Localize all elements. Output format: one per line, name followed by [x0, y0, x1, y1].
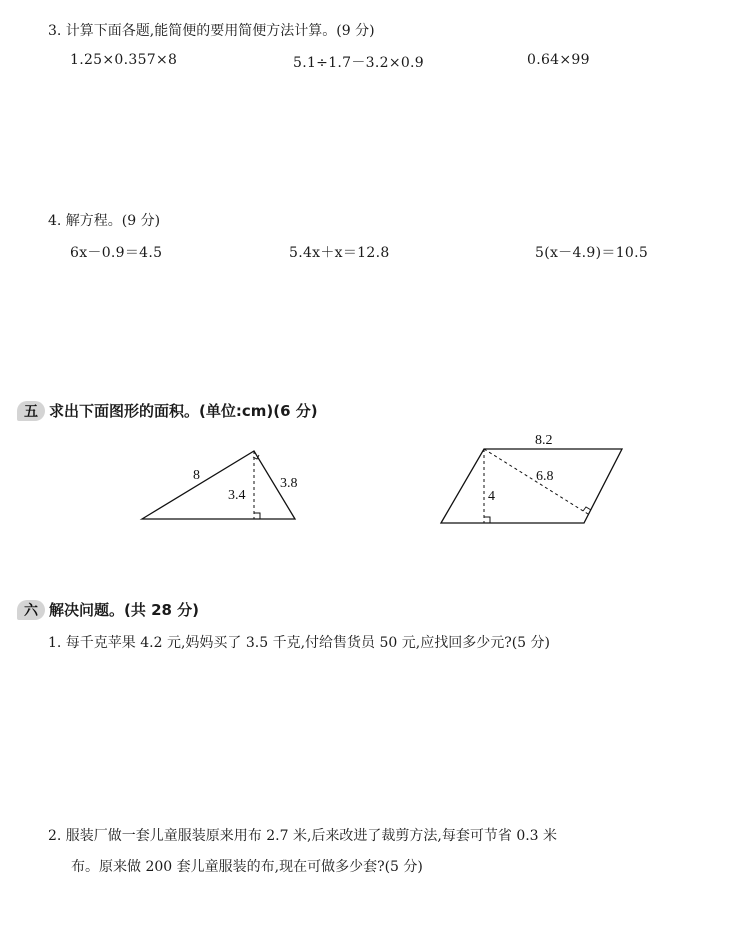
question-3-title: 3. 计算下面各题,能简便的要用简便方法计算。(9 分) — [48, 23, 375, 39]
q3-expression-2: 5.1÷1.7－3.2×0.9 — [293, 55, 425, 71]
q3-expression-3: 0.64×99 — [527, 52, 590, 68]
triangle-other-side-label: 3.8 — [280, 476, 298, 491]
q4-equation-1: 6x－0.9＝4.5 — [70, 245, 163, 261]
section-6-header — [17, 599, 199, 620]
section-5-badge: 五 — [17, 401, 45, 421]
q4-equation-2: 5.4x＋x＝12.8 — [289, 245, 390, 261]
section-5-title: 求出下面图形的面积。(单位:cm)(6 分) — [49, 402, 318, 420]
problem-2-line-2: 布。原来做 200 套儿童服装的布,现在可做多少套?(5 分) — [71, 859, 423, 875]
parallelogram-figure — [441, 433, 622, 523]
q4-equation-3: 5(x－4.9)＝10.5 — [535, 245, 649, 261]
problem-2-line-1: 2. 服装厂做一套儿童服装原来用布 2.7 米,后来改进了裁剪方法,每套可节省 0.3 米 — [48, 828, 558, 844]
question-4-title: 4. 解方程。(9 分) — [48, 213, 161, 229]
section-6-title: 解决问题。(共 28 分) — [49, 601, 200, 619]
parallelogram-height-label: 4 — [488, 489, 495, 504]
parallelogram-other-height-label: 6.8 — [536, 469, 554, 484]
triangle-side-label: 8 — [193, 468, 200, 483]
section-6-badge: 六 — [17, 600, 45, 620]
triangle-height-label: 3.4 — [228, 488, 246, 503]
q3-expression-1: 1.25×0.357×8 — [70, 52, 178, 68]
parallelogram-top-label: 8.2 — [535, 433, 553, 448]
problem-1-text: 1. 每千克苹果 4.2 元,妈妈买了 3.5 千克,付给售货员 50 元,应找回多少元?(5 分) — [48, 635, 550, 651]
triangle-figure — [142, 451, 298, 519]
